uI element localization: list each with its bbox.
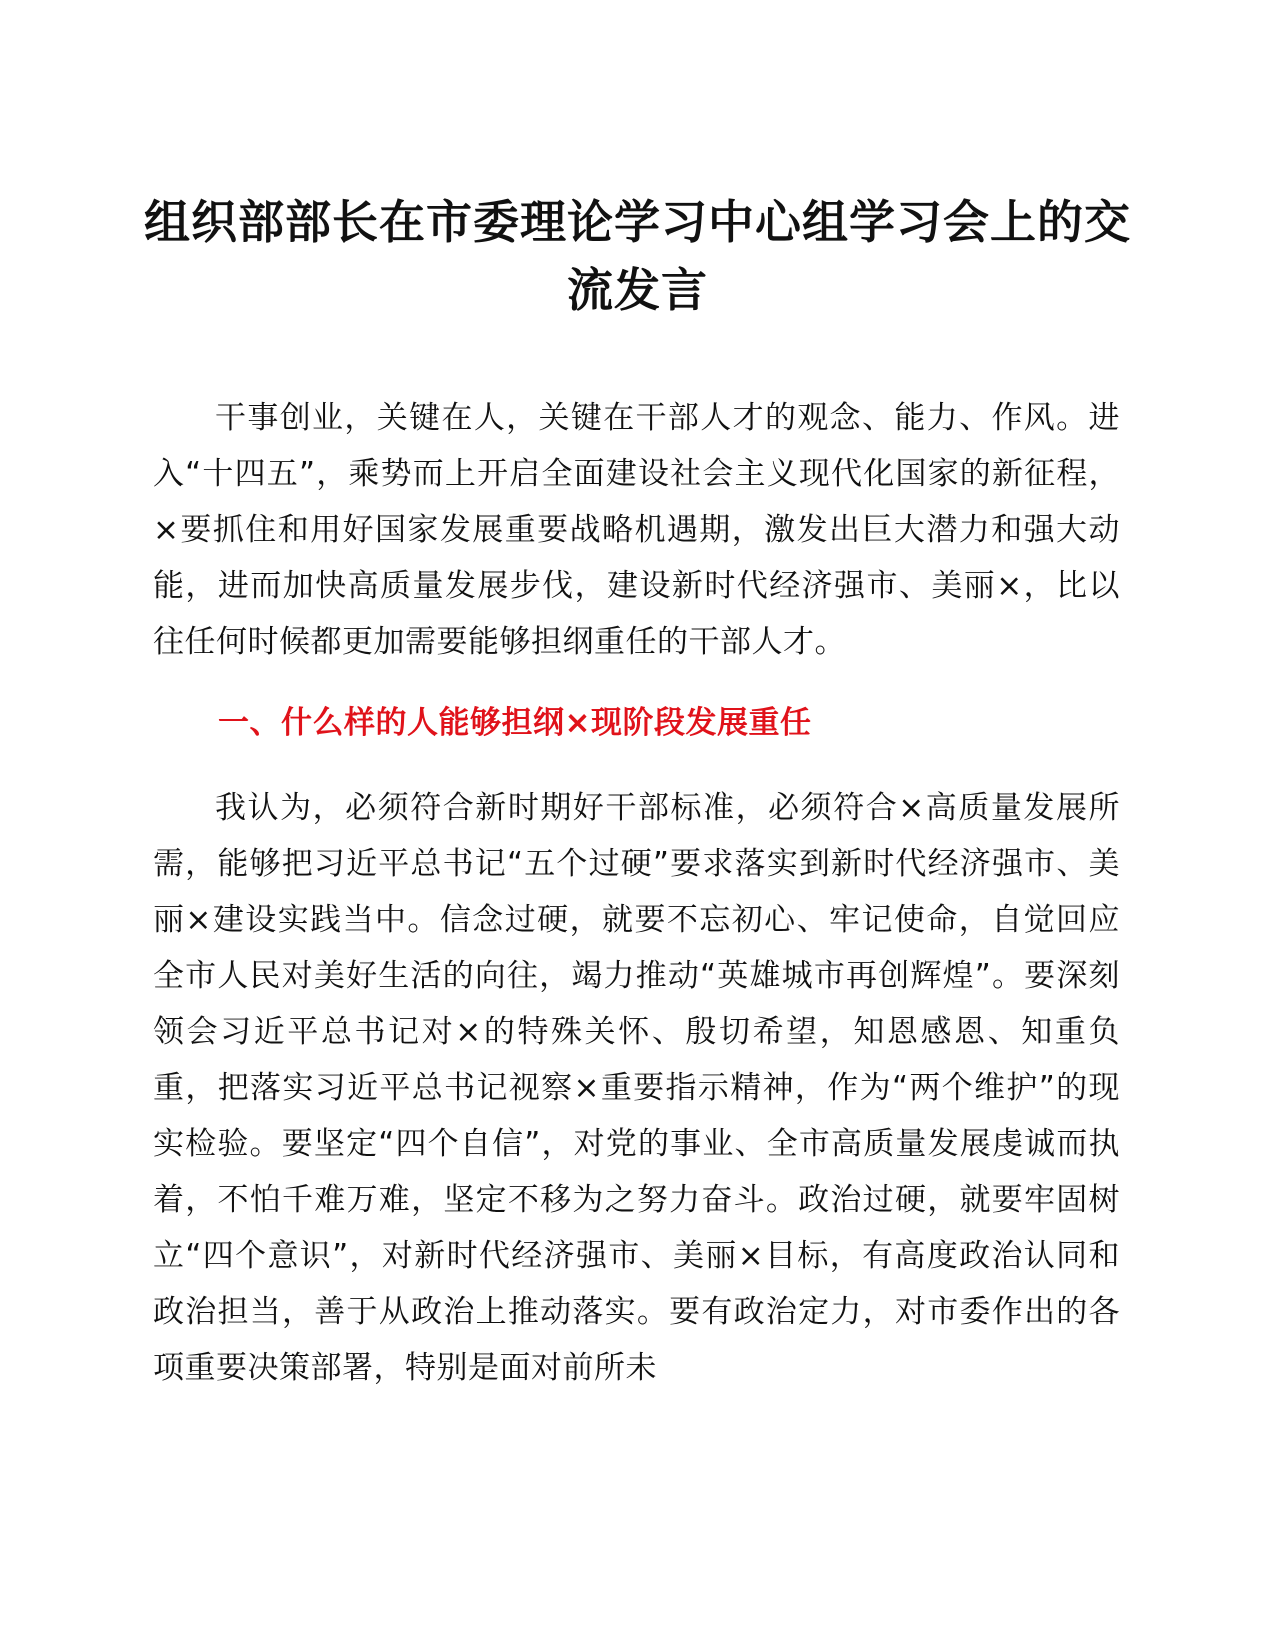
section-paragraph: 我认为，必须符合新时期好干部标准，必须符合×高质量发展所需，能够把习近平总书记“五个过硬”要求落实到新时代经济强市、美丽×建设实践当中。信念过硬，就要不忘初心、牢记使命，自觉回应全市人民对美好生活的向往，竭力推动“英雄城市再创辉煌”。要深刻领会习近平总书记对×的特殊关怀、殷切希望，知恩感恩、知重负重，把落实习近平总书记视察×重要指示精神，作为“两个维护”的现实检验。要坚定“四个自信”，对党的事业、全市高质量发展虔诚而执着，不怕千难万难，坚定不移为之努力奋斗。政治过硬，就要牢固树立“四个意识”，对新时代经济强市、美丽×目标，有高度政治认同和政治担当，善于从政治上推动落实。要有政治定力，对市委作出的各项重要决策部署，特别是面对前所未 — [153, 790, 1120, 1386]
document-title: 组织部部长在市委理论学习中心组学习会上的交流发言 — [144, 195, 1131, 317]
section-heading: 一、什么样的人能够担纲×现阶段发展重任 — [218, 705, 812, 741]
intro-paragraph: 干事创业，关键在人，关键在干部人才的观念、能力、作风。进入“十四五”，乘势而上开启全面建设社会主义现代化国家的新征程，×要抓住和用好国家发展重要战略机遇期，激发出巨大潜力和强大动能，进而加快高质量发展步伐，建设新时代经济强市、美丽×，比以往任何时候都更加需要能够担纲重任的干部人才。 — [153, 400, 1120, 660]
